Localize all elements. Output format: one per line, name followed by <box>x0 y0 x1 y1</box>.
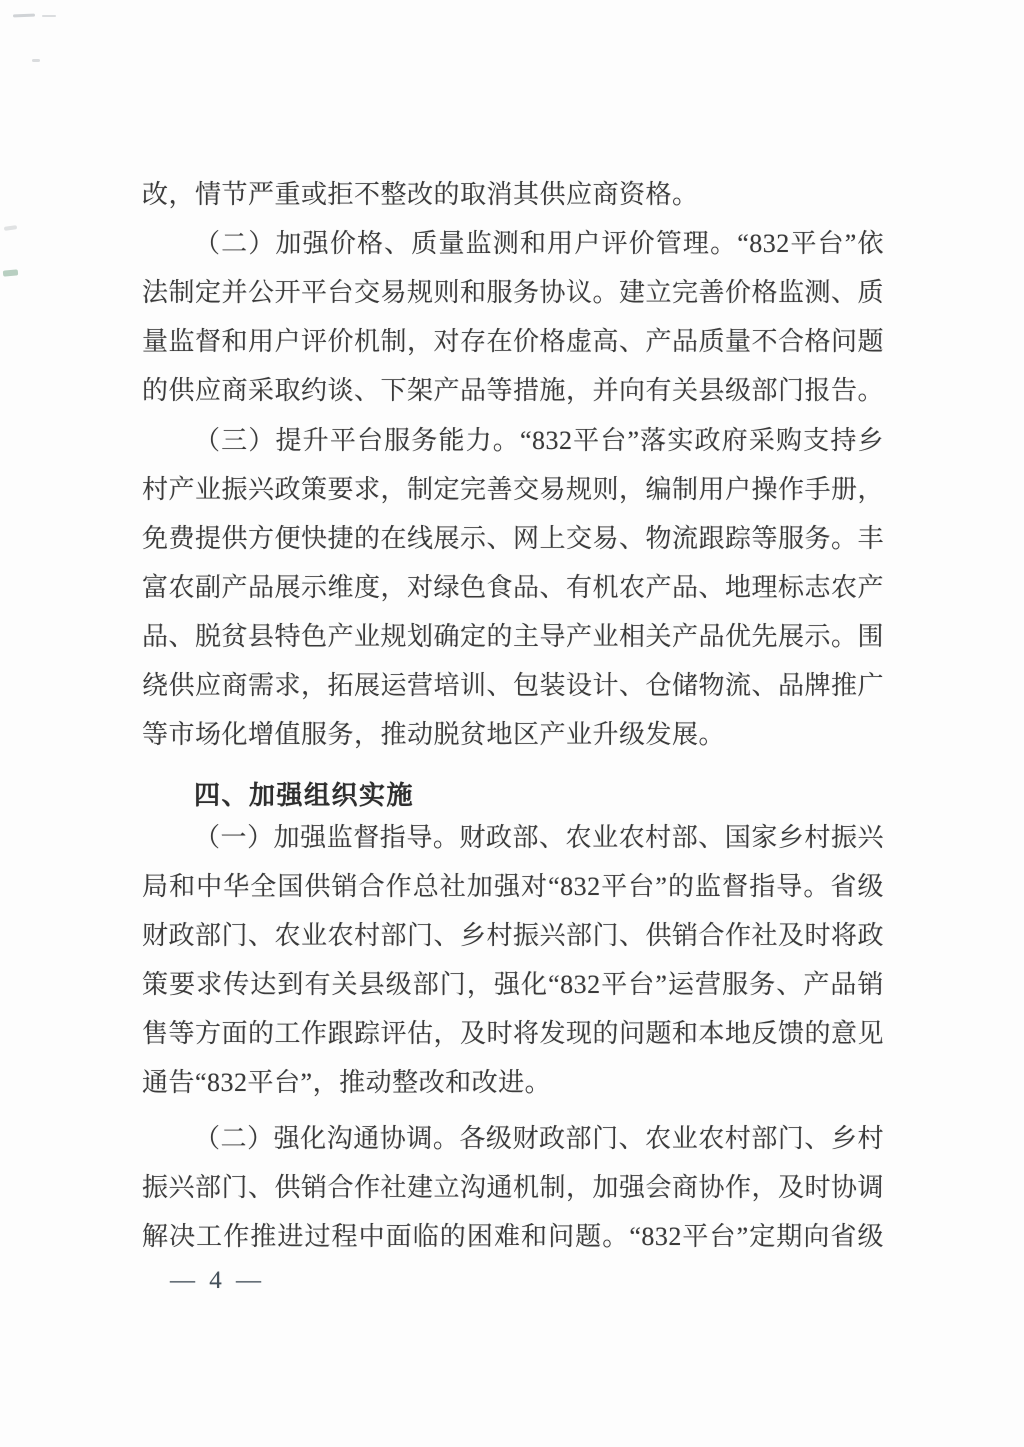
section-heading: 四、加强组织实施 <box>194 780 415 810</box>
text-line: 局和中华全国供销合作总社加强对“832平台”的监督指导。省级 <box>142 872 884 901</box>
text-line: 富农副产品展示维度，对绿色食品、有机农产品、地理标志农产 <box>142 573 885 602</box>
document-text-block <box>142 0 884 1447</box>
text-line: 品、脱贫县特色产业规划确定的主导产业相关产品优先展示。围 <box>142 622 885 651</box>
text-line: 财政部门、农业农村部门、乡村振兴部门、供销合作社及时将政 <box>142 921 885 950</box>
text-line: 解决工作推进过程中面临的困难和问题。“832平台”定期向省级 <box>142 1222 884 1251</box>
text-line: 村产业振兴政策要求，制定完善交易规则，编制用户操作手册， <box>142 475 885 504</box>
text-line: 改，情节严重或拒不整改的取消其供应商资格。 <box>142 180 699 209</box>
text-line: 的供应商采取约谈、下架产品等措施，并向有关县级部门报告。 <box>142 376 885 405</box>
text-line: 等市场化增值服务，推动脱贫地区产业升级发展。 <box>142 720 726 749</box>
text-line: （二）加强价格、质量监测和用户评价管理。“832平台”依 <box>194 229 884 258</box>
text-line: （二）强化沟通协调。各级财政部门、农业农村部门、乡村 <box>194 1124 884 1153</box>
text-line: 量监督和用户评价机制，对存在价格虚高、产品质量不合格问题 <box>142 327 885 356</box>
text-line: 策要求传达到有关县级部门，强化“832平台”运营服务、产品销 <box>142 970 884 999</box>
text-line: 免费提供方便快捷的在线展示、网上交易、物流跟踪等服务。丰 <box>142 524 885 553</box>
scan-artifact <box>3 269 18 276</box>
text-line: （三）提升平台服务能力。“832平台”落实政府采购支持乡 <box>194 426 884 455</box>
text-line: 通告“832平台”，推动整改和改进。 <box>142 1068 552 1097</box>
scan-artifact <box>32 59 40 62</box>
text-line: 振兴部门、供销合作社建立沟通机制，加强会商协作，及时协调 <box>142 1173 885 1202</box>
text-line: 法制定并公开平台交易规则和服务协议。建立完善价格监测、质 <box>142 278 885 307</box>
text-line: （一）加强监督指导。财政部、农业农村部、国家乡村振兴 <box>194 823 884 852</box>
scan-artifact <box>4 225 17 231</box>
text-line: 售等方面的工作跟踪评估，及时将发现的问题和本地反馈的意见 <box>142 1019 885 1048</box>
scan-artifact <box>42 15 56 17</box>
scan-artifact <box>13 14 35 18</box>
text-line: 绕供应商需求，拓展运营培训、包装设计、仓储物流、品牌推广 <box>142 671 885 700</box>
page-number: — 4 — <box>170 1267 265 1294</box>
